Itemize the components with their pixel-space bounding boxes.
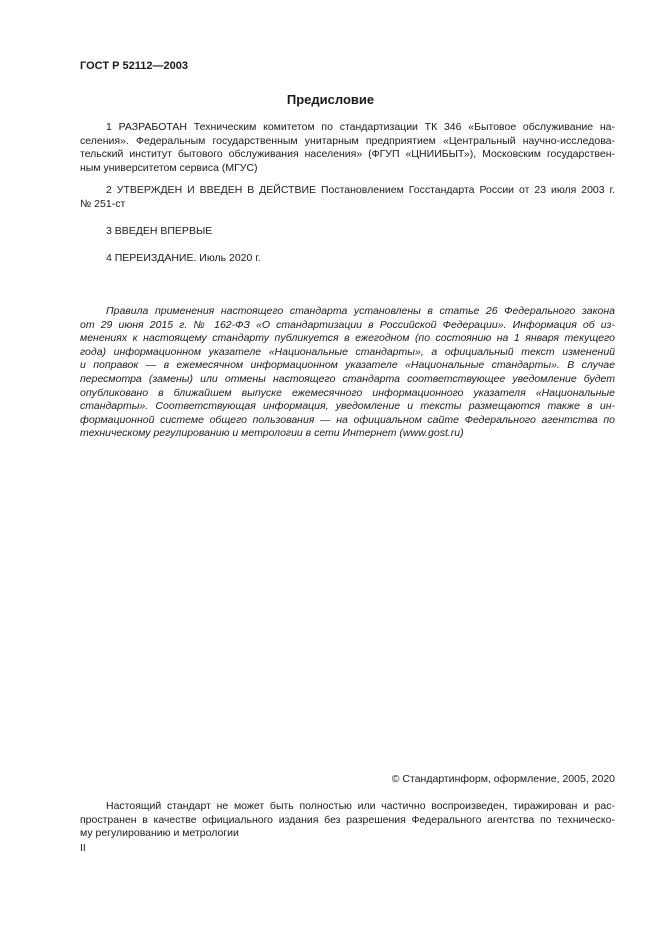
copyright-notice: © Стандартинформ, оформление, 2005, 2020 (391, 773, 615, 785)
text-line: формационной системе общего пользования — на официальном сайте Федерального агентства по (80, 413, 615, 426)
text-line: Настоящий стандарт не может быть полностью или частично воспроизведен, тиражирован и рас- (106, 800, 615, 812)
text-line: тельский институт бытового обслуживания населения» (ФГУП «ЦНИИБЫТ»), Московским государствен- (80, 148, 615, 161)
text-line: 2 УТВЕРЖДЕН И ВВЕДЕН В ДЕЙСТВИЕ Постановлением Госстандарта России от 23 июля 2003 г. (106, 184, 615, 196)
text-line: 1 РАЗРАБОТАН Техническим комитетом по стандартизации ТК 346 «Бытовое обслуживание на- (106, 121, 615, 133)
text-line: № 251-ст (80, 197, 126, 210)
text-line: менениях к настоящему стандарту публикуется в ежегодном (по состоянию на 1 января текущего (80, 332, 615, 345)
text-line: пересмотра (замены) или отмены настоящего стандарта соответствующее уведомление будет (80, 372, 615, 385)
text-line: пространен в качестве официального издания без разрешения Федерального агентства по техническо- (80, 813, 615, 826)
text-line: и поправок — в ежемесячном информационном указателе «Национальные стандарты». В случае (80, 359, 615, 372)
application-rules-notice (80, 305, 615, 441)
paragraph-introduced (80, 225, 615, 239)
paragraph-reissue (80, 252, 615, 266)
text-line: стандарты». Соответствующая информация, уведомление и тексты размещаются также в ин- (80, 400, 615, 413)
text-line: му регулированию и метрологии (80, 827, 239, 840)
text-line: селения». Федеральным государственным унитарным предприятием «Центральный научно-исследова- (80, 134, 615, 147)
text-line: 3 ВВЕДЕН ВПЕРВЫЕ (106, 225, 213, 237)
paragraph-approved (80, 184, 615, 211)
text-line: 4 ПЕРЕИЗДАНИЕ. Июль 2020 г. (106, 252, 261, 264)
text-line: Правила применения настоящего стандарта установлены в статье 26 Федерального закона (106, 305, 615, 317)
text-line: техническому регулированию и метрологии в сети Интернет (www.gost.ru) (80, 427, 464, 440)
paragraph-developed (80, 121, 615, 175)
text-line: года) информационном указателе «Национальные стандарты», а официальный текст изменений (80, 345, 615, 358)
text-line: ным университетом сервиса (МГУС) (80, 161, 258, 174)
page-title: Предисловие (286, 92, 375, 107)
document-code: ГОСТ Р 52112—2003 (80, 60, 188, 72)
text-line: опубликовано в ближайшем выпуске ежемесячного информационного указателя «Национальные (80, 386, 615, 399)
page-number: II (80, 842, 86, 854)
text-line: от 29 июня 2015 г. № 162-ФЗ «О стандартизации в Российской Федерации». Информация об из- (80, 318, 615, 331)
reproduction-notice (80, 800, 615, 841)
